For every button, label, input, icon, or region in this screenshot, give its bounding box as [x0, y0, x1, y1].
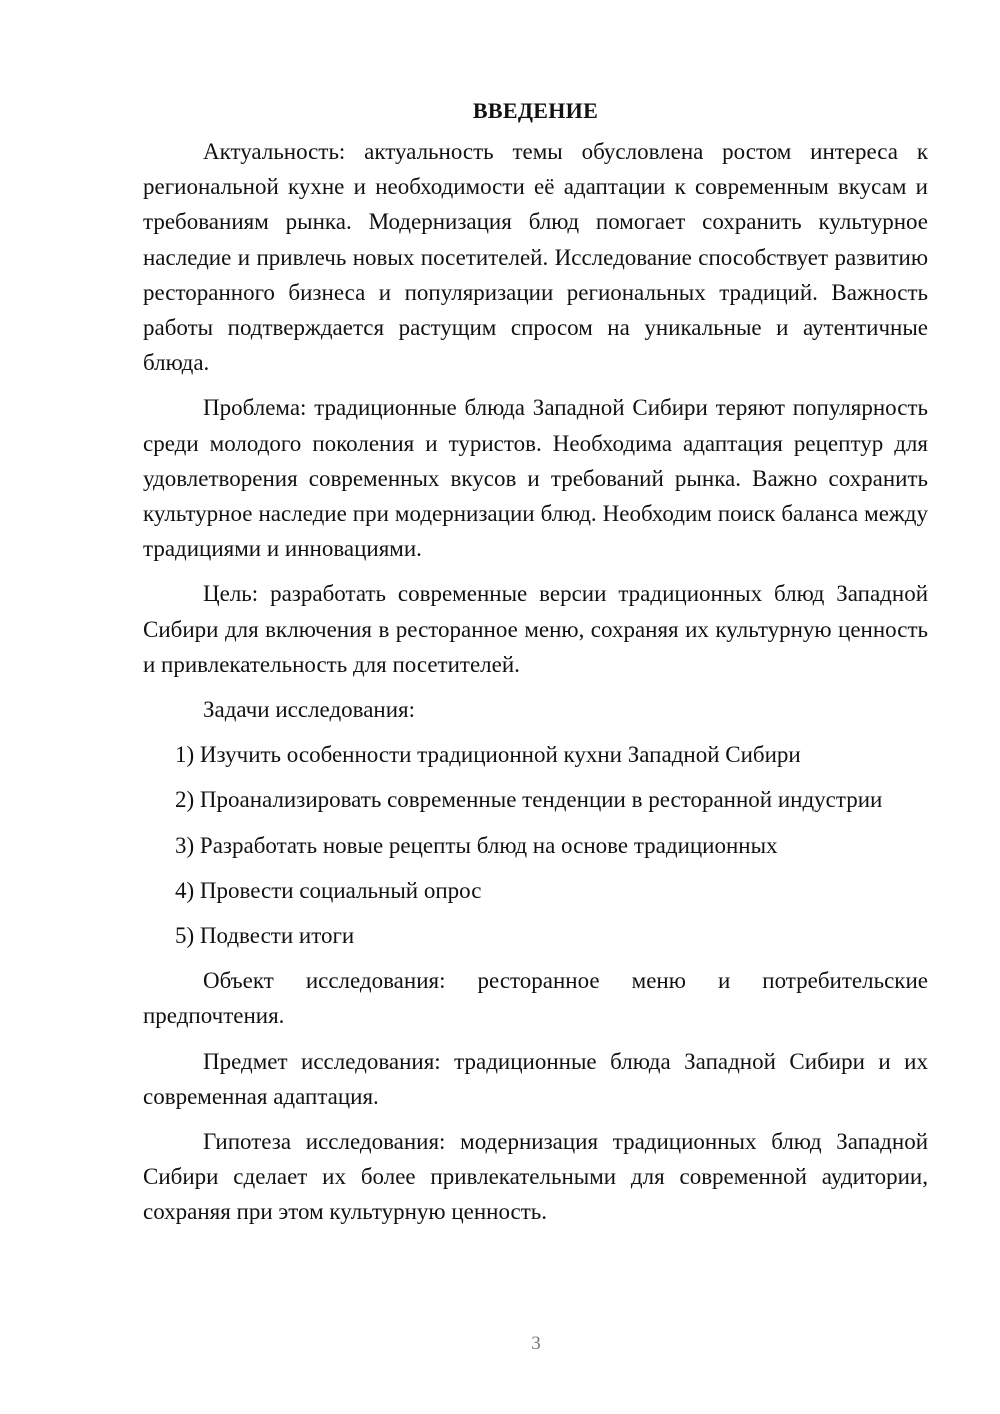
page-number: 3	[531, 1333, 541, 1354]
task-item: 4) Провести социальный опрос	[175, 877, 482, 903]
paragraph-subject: Предмет исследования: традиционные блюда Западной Сибири и их современная адаптация.	[143, 1048, 928, 1109]
task-item: 2) Проанализировать современные тенденции в ресторанной индустрии	[175, 787, 883, 813]
document-page	[143, 93, 928, 1240]
paragraph-problem: Проблема: традиционные блюда Западной Сибири теряют популярность среди молодого поколения и туристов. Необходима адаптация рецептур для удовлетворения современных вкусов и требований рынка. Важно сохранить культурное наследие при модернизации блюд. Необходим поиск баланса между традициями и инновациями.	[143, 395, 928, 562]
paragraph-hypothesis: Гипотеза исследования: модернизация традиционных блюд Западной Сибири сделает их более привлекательными для современной аудитории, сохраняя при этом культурную ценность.	[143, 1129, 928, 1225]
paragraph-relevance: Актуальность: актуальность темы обусловлена ростом интереса к региональной кухне и необходимости её адаптации к современным вкусам и требованиям рынка. Модернизация блюд помогает сохранить культурное наследие и привлечь новых посетителей. Исследование способствует развитию ресторанного бизнеса и популяризации региональных традиций. Важность работы подтверждается растущим спросом на уникальные и аутентичные блюда.	[143, 139, 928, 376]
task-item: 3) Разработать новые рецепты блюд на основе традиционных	[175, 832, 778, 858]
task-item: 1) Изучить особенности традиционной кухни Западной Сибири	[175, 742, 801, 768]
task-item: 5) Подвести итоги	[175, 923, 355, 949]
paragraph-object: Объект исследования: ресторанное меню и потребительские предпочтения.	[143, 968, 928, 1029]
tasks-heading: Задачи исследования:	[203, 697, 416, 723]
paragraph-goal: Цель: разработать современные версии традиционных блюд Западной Сибири для включения в ресторанное меню, сохраняя их культурную ценность и привлекательность для посетителей.	[143, 581, 928, 677]
page-title: ВВЕДЕНИЕ	[472, 98, 599, 123]
